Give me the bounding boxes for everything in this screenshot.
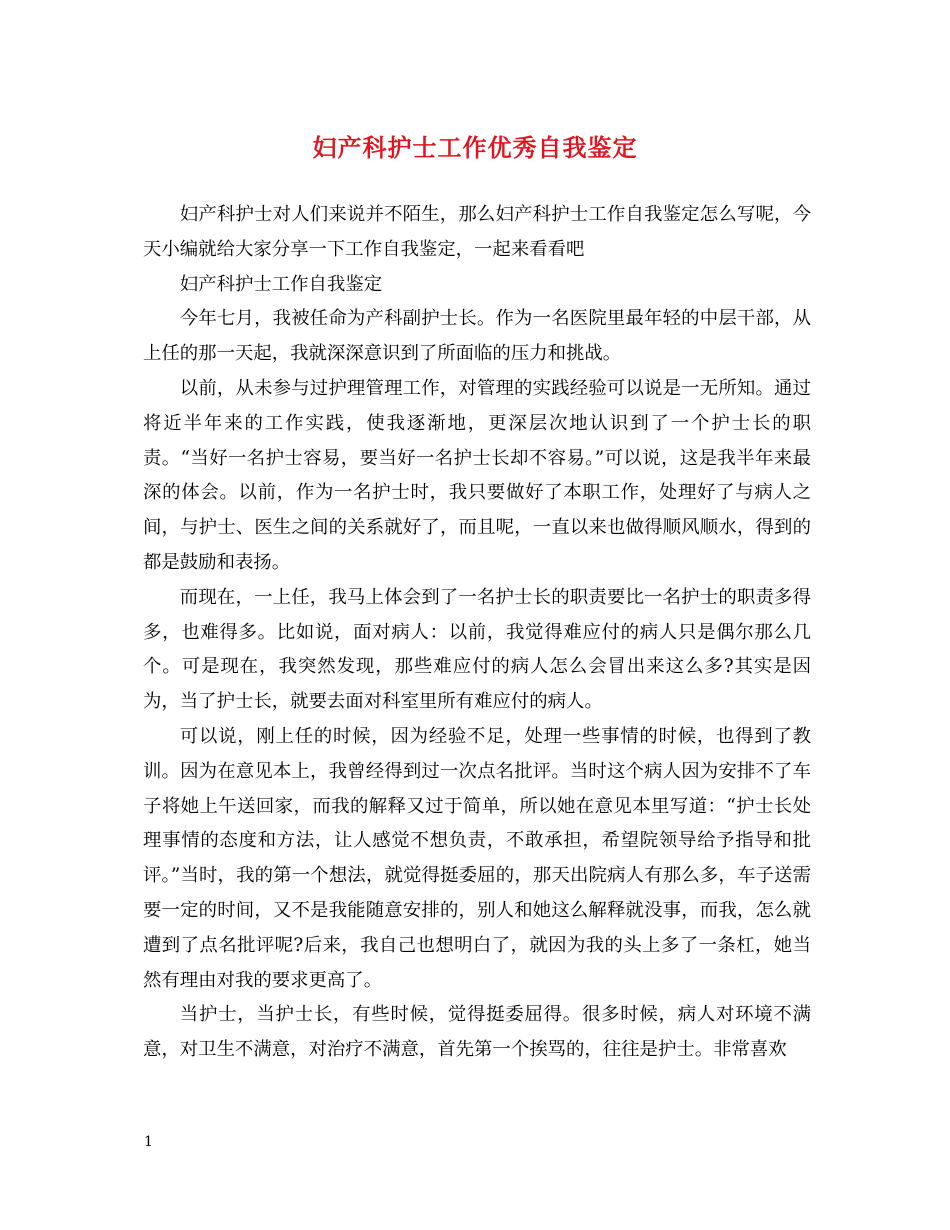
page-number: 1 xyxy=(144,1134,153,1150)
paragraph-experience: 以前，从未参与过护理管理工作，对管理的实践经验可以说是一无所知。通过将近半年来的工作实践，使我逐渐地，更深层次地认识到了一个护士长的职责。“当好一名护士容易，要当好一名护士长却不容易。”可以说，这是我半年来最深的体会。以前，作为一名护士时，我只要做好了本职工作，处理好了与病人之间，与护士、医生之间的关系就好了，而且呢，一直以来也做得顺风顺水，得到的都是鼓励和表扬。 xyxy=(143,377,811,573)
document-body xyxy=(143,198,811,1068)
paragraph-intro: 妇产科护士对人们来说并不陌生，那么妇产科护士工作自我鉴定怎么写呢，今天小编就给大家分享一下工作自我鉴定，一起来看看吧 xyxy=(143,204,811,260)
paragraph-responsibility: 而现在，一上任，我马上体会到了一名护士长的职责要比一名护士的职责多得多，也难得多。比如说，面对病人：以前，我觉得难应付的病人只是偶尔那么几个。可是现在，我突然发现，那些难应付的病人怎么会冒出来这么多?其实是因为，当了护士长，就要去面对科室里所有难应付的病人。 xyxy=(143,586,811,713)
paragraph-subheading: 妇产科护士工作自我鉴定 xyxy=(179,273,383,295)
paragraph-criticism: 可以说，刚上任的时候，因为经验不足，处理一些事情的时候，也得到了教训。因为在意见本上，我曾经得到过一次点名批评。当时这个病人因为安排不了车子将她上午送回家，而我的解释又过于简单，所以她在意见本里写道：“护士长处理事情的态度和方法，让人感觉不想负责，不敢承担，希望院领导给予指导和批评。”当时，我的第一个想法，就觉得挺委屈的，那天出院病人有那么多，车子送需要一定的时间，又不是我能随意安排的，别人和她这么解释就没事，而我，怎么就遭到了点名批评呢?后来，我自己也想明白了，就因为我的头上多了一条杠，她当然有理由对我的要求更高了。 xyxy=(143,725,811,991)
document-title: 妇产科护士工作优秀自我鉴定 xyxy=(312,133,638,162)
paragraph-grievance: 当护士，当护士长，有些时候，觉得挺委屈得。很多时候，病人对环境不满意，对卫生不满意，对治疗不满意，首先第一个挨骂的，往往是护士。非常喜欢 xyxy=(143,1004,811,1061)
paragraph-appointment: 今年七月，我被任命为产科副护士长。作为一名医院里最年轻的中层干部，从上任的那一天起，我就深深意识到了所面临的压力和挑战。 xyxy=(143,308,811,365)
